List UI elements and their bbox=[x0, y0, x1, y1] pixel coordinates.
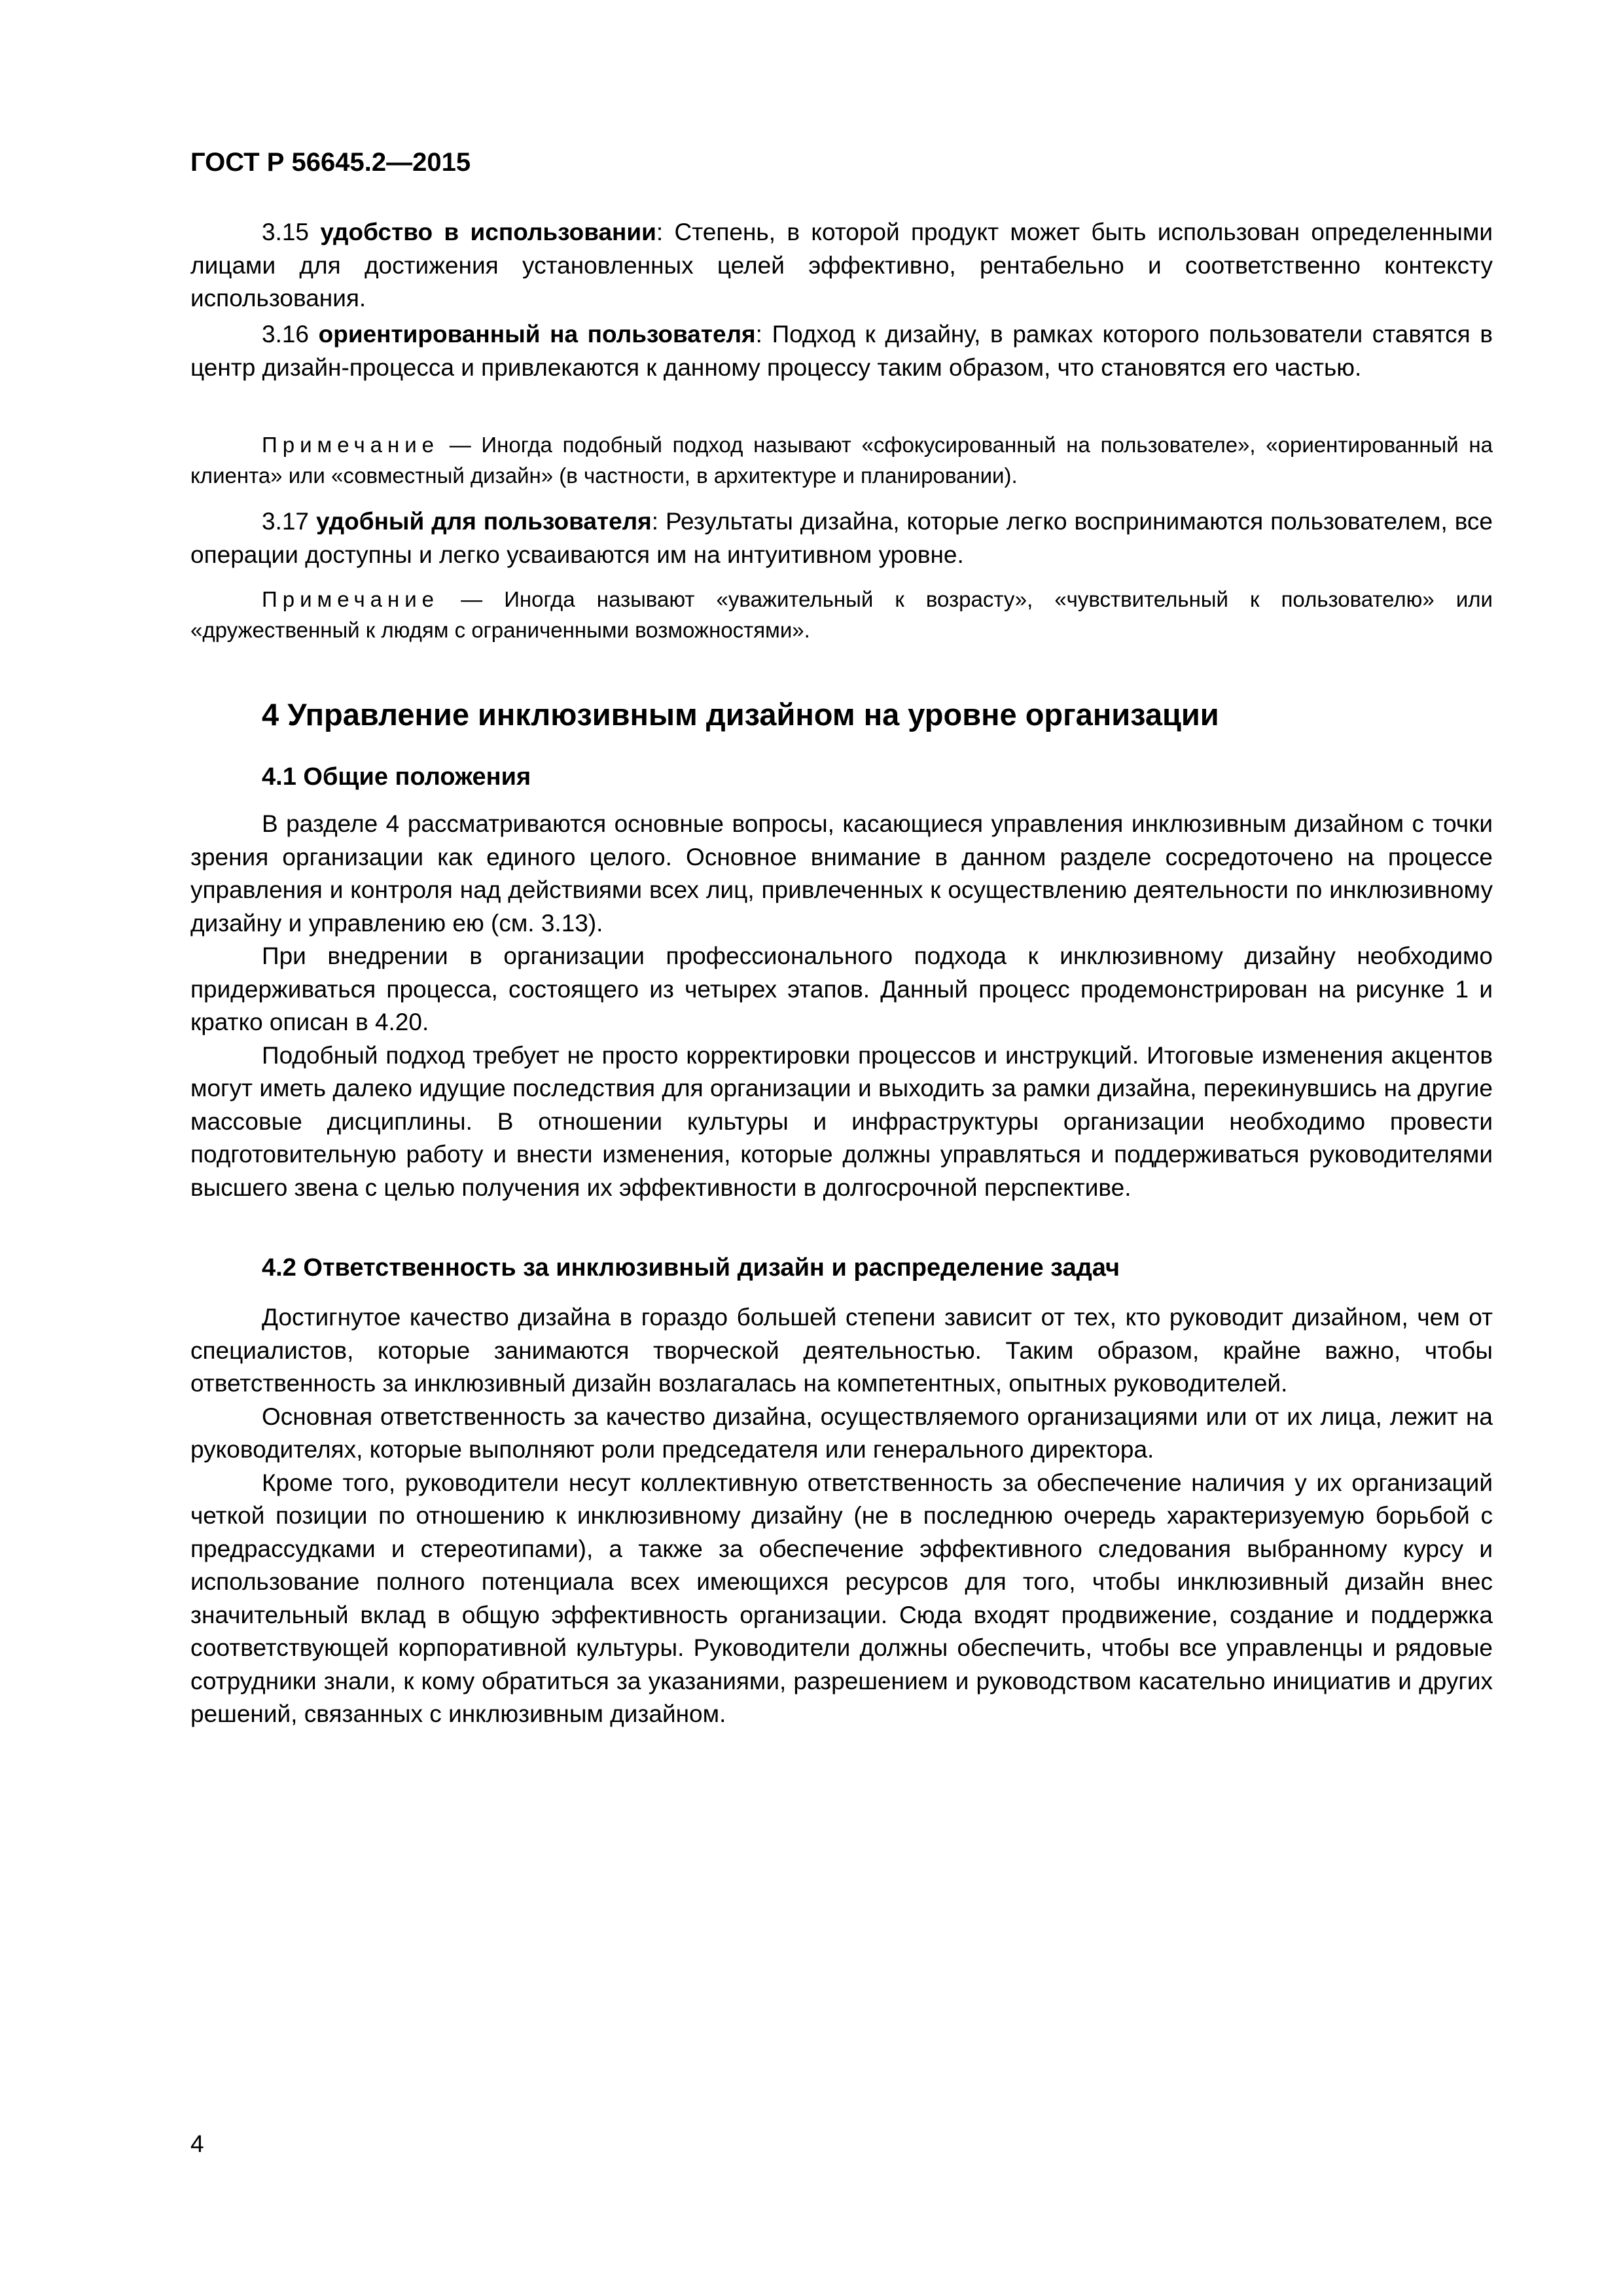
document-id: ГОСТ Р 56645.2—2015 bbox=[190, 148, 471, 177]
term-3-16 bbox=[190, 318, 1493, 384]
paragraph: Подобный подход требует не просто корректировки процессов и инструкций. Итоговые изменения акцентов могут иметь далеко идущие последствия для организации и выходить за рамки дизайна, перекинувшись на другие массовые дисциплины. В отношении культуры и инфраструктуры организации необходимо провести подготовительную работу и внести изменения, которые должны управляться и поддерживаться руководителями высшего звена с целью получения их эффективности в долгосрочной перспективе. bbox=[190, 1041, 1493, 1201]
paragraph: В разделе 4 рассматриваются основные вопросы, касающиеся управления инклюзивным дизайном с точки зрения организации как единого целого. Основное внимание в данном разделе сосредоточено на процессе управления и контроля над действиями всех лиц, привлеченных к осуществлению деятельности по инклюзивному дизайну и управлению ею (см. 3.13). bbox=[190, 810, 1493, 937]
term-number: 3.17 bbox=[262, 508, 310, 535]
note-text: — Иногда подобный подход называют «сфокусированный на пользователе», «ориентированный на клиента» или «совместный дизайн» (в частности, в архитектуре и планировании). bbox=[190, 433, 1493, 488]
term-number: 3.15 bbox=[262, 219, 310, 245]
term-name: ориентированный на пользователя bbox=[318, 321, 756, 348]
term-name: удобство в использовании bbox=[320, 219, 656, 245]
term-3-15 bbox=[190, 216, 1493, 315]
note-text: — Иногда называют «уважительный к возрасту», «чувствительный к пользователю» или «дружественный к людям с ограниченными возможностями». bbox=[190, 587, 1493, 642]
paragraph: Кроме того, руководители несут коллективную ответственность за обеспечение наличия у их организаций четкой позиции по отношению к инклюзивному дизайну (не в последнюю очередь характеризуемую борьбой с предрассудками и стереотипами), а также за обеспечение эффективного следования выбранному курсу и использование полного потенциала всех имеющихся ресурсов для того, чтобы инклюзивный дизайн внес значительный вклад в общую эффективность организации. Сюда входят продвижение, создание и поддержка соответствующей корпоративной культуры. Руководители должны обеспечить, чтобы все управленцы и рядовые сотрудники знали, к кому обратиться за указаниями, разрешением и руководством касательно инициатив и других решений, связанных с инклюзивным дизайном. bbox=[190, 1469, 1493, 1727]
page-number: 4 bbox=[190, 2130, 204, 2157]
section-4-heading: 4 Управление инклюзивным дизайном на уровне организации bbox=[262, 697, 1219, 732]
term-definition: : Результаты дизайна, которые легко воспринимаются пользователем, все операции доступны и легко усваиваются им на интуитивном уровне. bbox=[190, 508, 1493, 568]
term-definition: : Подход к дизайну, в рамках которого пользователи ставятся в центр дизайн-процесса и привлекаются к данному процессу таким образом, что становятся его частью. bbox=[190, 321, 1493, 381]
note-2 bbox=[190, 584, 1493, 645]
paragraph: Основная ответственность за качество дизайна, осуществляемого организациями или от их лица, лежит на руководителях, которые выполняют роли председателя или генерального директора. bbox=[190, 1403, 1493, 1463]
note-label: Примечание bbox=[262, 433, 440, 457]
term-3-17 bbox=[190, 505, 1493, 571]
subsection-4-2-heading: 4.2 Ответственность за инклюзивный дизайн и распределение задач bbox=[262, 1254, 1120, 1282]
term-definition: : Степень, в которой продукт может быть использован определенными лицами для достижения установленных целей эффективно, рентабельно и соответственно контексту использования. bbox=[190, 219, 1493, 312]
term-name: удобный для пользователя bbox=[315, 508, 652, 535]
paragraph: При внедрении в организации профессионального подхода к инклюзивному дизайну необходимо придерживаться процесса, состоящего из четырех этапов. Данный процесс продемонстрирован на рисунке 1 и кратко описан в 4.20. bbox=[190, 942, 1493, 1035]
subsection-4-2-body bbox=[190, 1301, 1493, 1731]
note-label: Примечание bbox=[262, 587, 440, 611]
subsection-4-1-body bbox=[190, 808, 1493, 1204]
term-number: 3.16 bbox=[262, 321, 310, 348]
note-1 bbox=[190, 429, 1493, 491]
paragraph: Достигнутое качество дизайна в гораздо большей степени зависит от тех, кто руководит дизайном, чем от специалистов, которые занимаются творческой деятельностью. Таким образом, крайне важно, чтобы ответственность за инклюзивный дизайн возлагалась на компетентных, опытных руководителей. bbox=[190, 1304, 1493, 1397]
subsection-4-1-heading: 4.1 Общие положения bbox=[262, 763, 531, 791]
